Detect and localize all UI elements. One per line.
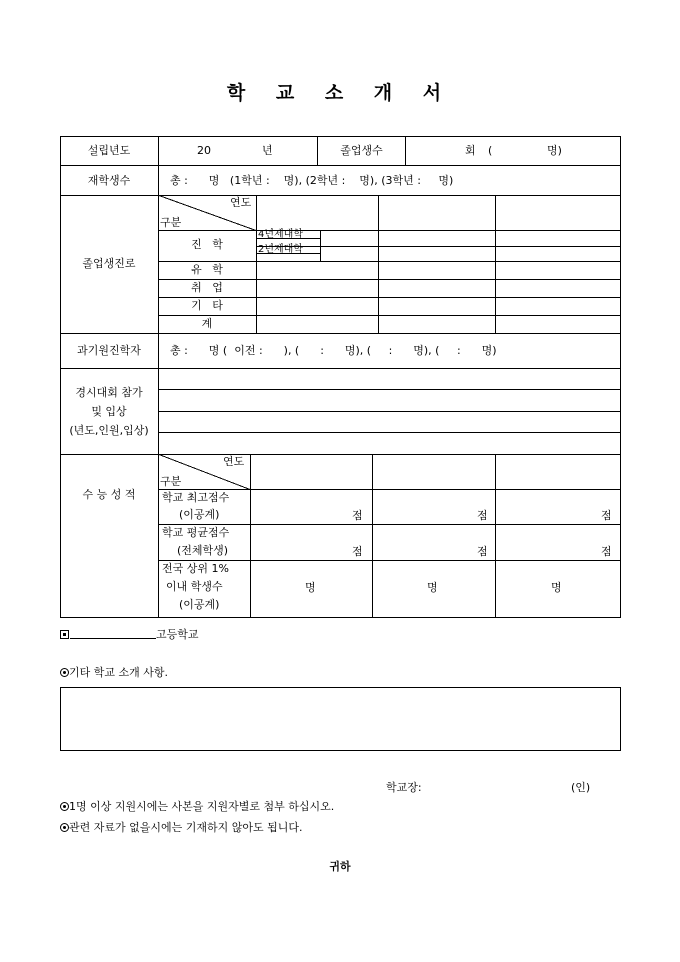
school-name-blank bbox=[70, 627, 156, 639]
square-bullet-icon bbox=[60, 630, 69, 639]
csat-top-score-line1: 학교 최고점수 bbox=[162, 491, 230, 504]
csat-label: 수 능 성 적 bbox=[82, 488, 136, 501]
csat-top1pct-line1: 전국 상위 1% bbox=[162, 562, 229, 575]
circle-bullet-icon bbox=[60, 668, 69, 677]
career-other: 기 타 bbox=[191, 299, 223, 312]
graduate-people-unit: 명) bbox=[547, 144, 562, 157]
note-text-1: 1명 이상 지원시에는 사본을 지원자별로 첨부 하십시오. bbox=[69, 800, 335, 813]
csat-top1pct-unit-2: 명 bbox=[427, 581, 438, 594]
enrolled-label: 재학생수 bbox=[87, 174, 131, 187]
csat-avg-score-line1: 학교 평균점수 bbox=[162, 526, 230, 539]
school-intro-table bbox=[60, 136, 621, 618]
kaist-advance-breakdown: 총 : 명 ( 이전 : ), ( : 명), ( : 명), ( : 명) bbox=[170, 344, 497, 357]
other-intro-heading bbox=[60, 666, 168, 680]
csat-top1pct-unit-3: 명 bbox=[551, 581, 562, 594]
career-study-abroad: 유 학 bbox=[191, 263, 223, 276]
csat-avg-score-line2: (전체학생) bbox=[177, 544, 229, 557]
career-label: 졸업생진로 bbox=[82, 257, 136, 270]
csat-top1pct-line2: 이내 학생수 bbox=[166, 580, 223, 593]
csat-top-score-unit-2: 점 bbox=[477, 509, 488, 522]
founding-year-prefix: 20 bbox=[197, 144, 211, 157]
circle-bullet-icon bbox=[60, 823, 69, 832]
table-grid-lines bbox=[60, 136, 621, 618]
graduate-times-unit: 회 bbox=[465, 144, 476, 157]
founding-year-label: 설립년도 bbox=[87, 144, 131, 157]
enrolled-breakdown: 총 : 명 (1학년 : 명), (2학년 : 명), (3학년 : 명) bbox=[170, 174, 454, 187]
principal-label: 학교장: bbox=[386, 781, 422, 794]
graduate-count-label: 졸업생수 bbox=[340, 144, 383, 157]
principal-seal: (인) bbox=[571, 781, 591, 794]
other-intro-text: 기타 학교 소개 사항. bbox=[69, 666, 168, 679]
csat-corner-year: 연도 bbox=[223, 455, 245, 468]
school-suffix: 고등학교 bbox=[156, 628, 199, 641]
csat-avg-score-unit-2: 점 bbox=[477, 545, 488, 558]
career-total: 계 bbox=[201, 317, 213, 330]
csat-top-score-unit-3: 점 bbox=[601, 509, 612, 522]
document-title: 학 교 소 개 서 bbox=[226, 82, 454, 104]
kaist-advance-label: 과기원진학자 bbox=[77, 344, 141, 357]
csat-corner-category: 구분 bbox=[160, 475, 182, 488]
note-line-1 bbox=[60, 800, 334, 814]
circle-bullet-icon bbox=[60, 802, 69, 811]
contest-label-line3: (년도,인원,입상) bbox=[69, 424, 149, 437]
career-employment: 취 업 bbox=[191, 281, 223, 294]
note-line-2 bbox=[60, 821, 303, 835]
other-intro-box bbox=[60, 687, 621, 751]
csat-top1pct-unit-1: 명 bbox=[305, 581, 316, 594]
contest-label-line2: 및 입상 bbox=[91, 405, 127, 418]
csat-top1pct-line3: (이공계) bbox=[179, 598, 220, 611]
school-name-line bbox=[60, 627, 199, 642]
note-text-2: 관련 자료가 없을시에는 기재하지 않아도 됩니다. bbox=[69, 821, 303, 834]
founding-year-unit: 년 bbox=[262, 144, 273, 157]
closing-honorific: 귀하 bbox=[329, 860, 351, 873]
csat-top-score-line2: (이공계) bbox=[179, 508, 220, 521]
career-further-study: 진 학 bbox=[191, 238, 223, 251]
contest-label-line1: 경시대회 참가 bbox=[75, 386, 143, 399]
graduate-open-paren: ( bbox=[488, 144, 493, 157]
career-corner-category: 구분 bbox=[160, 216, 182, 229]
career-4yr-univ: 4년제대학 bbox=[258, 229, 304, 240]
csat-avg-score-unit-3: 점 bbox=[601, 545, 612, 558]
career-2yr-univ: 2년제대학 bbox=[258, 244, 304, 255]
csat-top-score-unit-1: 점 bbox=[352, 509, 363, 522]
csat-avg-score-unit-1: 점 bbox=[352, 545, 363, 558]
career-corner-year: 연도 bbox=[230, 196, 252, 209]
